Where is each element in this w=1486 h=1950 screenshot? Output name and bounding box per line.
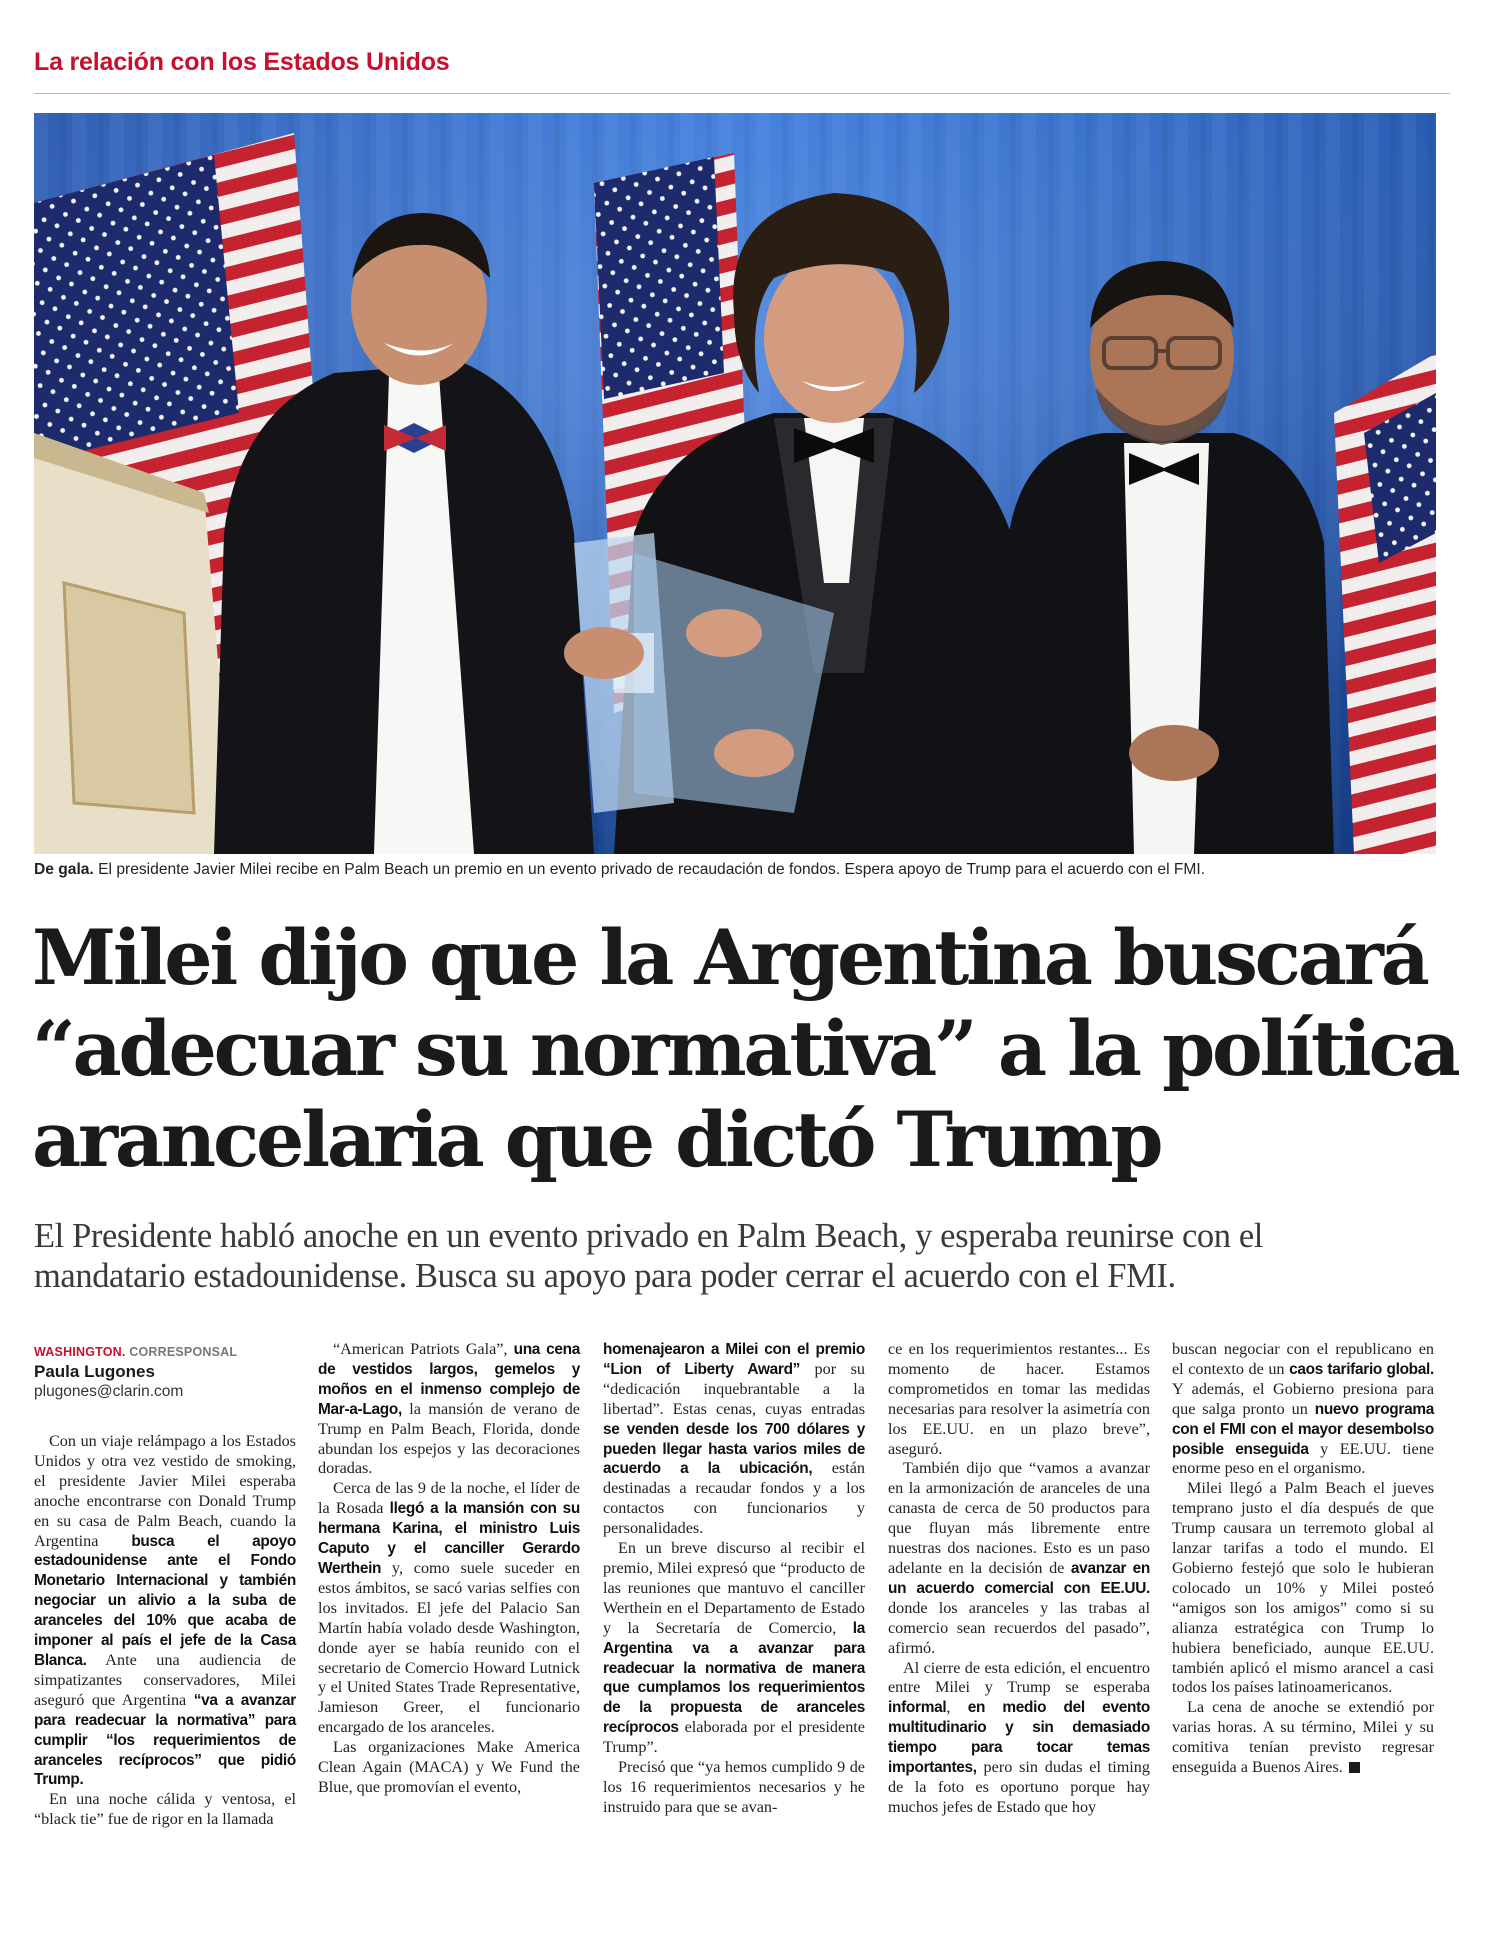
body-column-5	[1172, 1340, 1434, 1778]
text-run: están destinadas a recaudar fondos y a los contactos con funcionarios y personalidades.	[603, 1459, 865, 1538]
text-run: “American Patriots Gala”,	[333, 1340, 514, 1358]
body-paragraph	[603, 1539, 865, 1758]
bold-text: “va a avanzar para readecuar la normativa” para cumplir “los requerimientos de aranceles recíprocos” que pidió Trump.	[34, 1691, 296, 1789]
text-run: Con un viaje relámpago a los Estados Unidos y otra vez vestido de smoking, el presidente Javier Milei esperaba anoche encontrarse con Donald Trump en su casa de Palm Beach, cuando la Argentina	[34, 1432, 296, 1550]
text-run: Ante una audiencia de simpatizantes conservadores, Milei aseguró que Argentina	[34, 1650, 296, 1709]
text-run: por su “dedicación inquebrantable a la libertad”. Estas cenas, cuyas entradas	[603, 1359, 865, 1418]
text-run: En una noche cálida y ventosa, el “black tie” fue de rigor en la llamada	[34, 1790, 296, 1829]
bold-text: informal	[888, 1699, 947, 1717]
bold-text: homenajearon a Milei con el premio “Lion of Liberty Award”	[603, 1341, 865, 1378]
byline	[34, 1345, 284, 1401]
bold-text: llegó a la mansión con su hermana Karina, el ministro Luis Caputo y el canciller Gerardo Werthein	[318, 1500, 580, 1577]
body-paragraph	[1172, 1340, 1434, 1479]
body-paragraph	[318, 1479, 580, 1738]
body-paragraph	[318, 1738, 580, 1798]
caption-text: El presidente Javier Milei recibe en Palm Beach un premio en un evento privado de recaudación de fondos. Espera apoyo de Trump para el acuerdo con el FMI.	[93, 861, 1206, 878]
dateline-city: WASHINGTON.	[34, 1345, 126, 1359]
body-paragraph	[888, 1659, 1150, 1818]
text-run: Milei llegó a Palm Beach el jueves temprano justo el día después de que Trump causara un terremoto global al lanzar tarifas a todo el mundo. El Gobierno festejó que solo le hubieran colocado un 10% y Milei posteó “amigos son los amigos” como si su alianza estratégica con Trump lo hubiera beneficiado, aunque EE.UU. también aplicó el mismo arancel a casi todos los países latinoamericanos.	[1172, 1479, 1434, 1697]
bold-text: avanzar en un acuerdo comercial con EE.UU.	[888, 1559, 1150, 1597]
text-run: elaborada por el presidente Trump”.	[603, 1718, 865, 1757]
body-paragraph	[34, 1790, 296, 1830]
text-run: la mansión de verano de Trump en Palm Beach, Florida, donde abundan los espejos y las decoraciones doradas.	[318, 1399, 580, 1478]
text-run: Al cierre de esta edición, el encuentro entre Milei y Trump se esperaba	[888, 1658, 1150, 1697]
deck-line: mandatario estadounidense. Busca su apoyo para poder cerrar el acuerdo con el FMI.	[34, 1257, 1176, 1295]
body-paragraph	[1172, 1698, 1434, 1778]
caption-lead: De gala.	[34, 861, 94, 878]
headline-line: Milei dijo que la Argentina buscará	[32, 913, 1427, 1002]
body-paragraph	[318, 1340, 580, 1479]
body-paragraph	[603, 1340, 865, 1539]
body-paragraph	[888, 1459, 1150, 1658]
body-paragraph	[1172, 1479, 1434, 1698]
text-run: y, como suele suceder en estos ámbitos, se sacó varias selfies con los invitados. El jefe del Palacio San Martín había volado desde Washington, donde ayer se había reunido con el secretario de Comercio Howard Lutnick y el United States Trade Representative, Jamieson Greer, el funcionario encargado de los aranceles.	[318, 1558, 580, 1737]
author-name: Paula Lugones	[34, 1362, 155, 1381]
text-run: pero sin dudas el timing de la foto es oportuno porque hay muchos jefes de Estado que hoy	[888, 1758, 1150, 1816]
text-run: En un breve discurso al recibir el premio, Milei expresó que “producto de las reuniones que mantuvo el canciller Werthein en el Departamento de Estado y la Secretaría de Comercio,	[603, 1539, 865, 1637]
headline	[32, 912, 1462, 1185]
body-column-3	[603, 1340, 865, 1818]
bold-text: una cena de vestidos largos, gemelos y moños en el inmenso complejo de Mar-a-Lago,	[318, 1341, 580, 1418]
text-run: donde los aranceles y las trabas al comercio sean recuerdos del pasado”, afirmó.	[888, 1598, 1150, 1657]
bold-text: en medio del evento multitudinario y sin demasiado tiempo para tocar temas importantes,	[888, 1699, 1150, 1777]
photo-illustration	[34, 113, 1436, 854]
text-run: ,	[946, 1698, 968, 1717]
body-paragraph	[603, 1758, 865, 1818]
bold-text: nuevo programa con el FMI con el mayor desembolso posible enseguida	[1172, 1400, 1434, 1458]
deck-subtitle	[34, 1216, 1454, 1296]
text-run: Cerca de las 9 de la noche, el líder de la Rosada	[318, 1479, 580, 1518]
text-run: buscan negociar con el republicano en el contexto de un	[1172, 1340, 1434, 1378]
text-run: Precisó que “ya hemos cumplido 9 de los 16 requerimientos necesarios y he instruido para que se avan-	[603, 1758, 865, 1816]
body-column-2	[318, 1340, 580, 1798]
deck-line: El Presidente habló anoche en un evento privado en Palm Beach, y esperaba reunirse con el	[34, 1217, 1263, 1255]
text-run: y EE.UU. tiene enorme peso en el organismo.	[1172, 1439, 1434, 1478]
top-rule	[34, 93, 1450, 94]
text-run: Y además, el Gobierno presiona para que salga pronto un	[1172, 1379, 1434, 1418]
bold-text: la Argentina va a avanzar para readecuar la normativa de manera que cumplamos los requerimientos de la propuesta de aranceles recíprocos	[603, 1619, 865, 1737]
headline-line: arancelaria que dictó Trump	[32, 1095, 1161, 1184]
author-email: plugones@clarin.com	[34, 1383, 184, 1400]
body-paragraph	[34, 1432, 296, 1790]
text-run: Las organizaciones Make America Clean Again (MACA) y We Fund the Blue, que promovían el evento,	[318, 1738, 580, 1796]
bold-text: se venden desde los 700 dólares y pueden llegar hasta varios miles de acuerdo a la ubicación,	[603, 1420, 865, 1478]
text-run: También dijo que “vamos a avanzar en la armonización de aranceles de una canasta de cerca de 50 productos para que fluyan más libremente entre nuestras dos naciones. Esto es un paso adelante en la decisión de	[888, 1459, 1150, 1577]
text-run: La cena de anoche se extendió por varias horas. A su término, Milei y su comitiva tenían previsto regresar enseguida a Buenos Aires.	[1172, 1698, 1434, 1777]
body-paragraph	[888, 1340, 1150, 1459]
dateline	[34, 1345, 284, 1359]
text-run: ce en los requerimientos restantes... Es momento de hacer. Estamos comprometidos en tomar las medidas necesarias para resolver la asimetría con los EE.UU. en un plazo breve”, aseguró.	[888, 1340, 1150, 1458]
bold-text: caos tarifario global.	[1289, 1360, 1434, 1378]
photo-caption	[34, 861, 1454, 879]
body-column-4	[888, 1340, 1150, 1818]
end-of-article-mark	[1349, 1762, 1360, 1773]
section-label: La relación con los Estados Unidos	[34, 48, 450, 76]
dateline-role: CORRESPONSAL	[129, 1345, 238, 1359]
bold-text: busca el apoyo estadounidense ante el Fondo Monetario Internacional y también negociar un alivio a la suba de aranceles del 10% que acaba de imponer al país el jefe de la Casa Blanca.	[34, 1532, 296, 1669]
headline-line: “adecuar su normativa” a la política	[32, 1004, 1458, 1093]
article-photo	[34, 113, 1436, 854]
body-column-1	[34, 1432, 296, 1830]
